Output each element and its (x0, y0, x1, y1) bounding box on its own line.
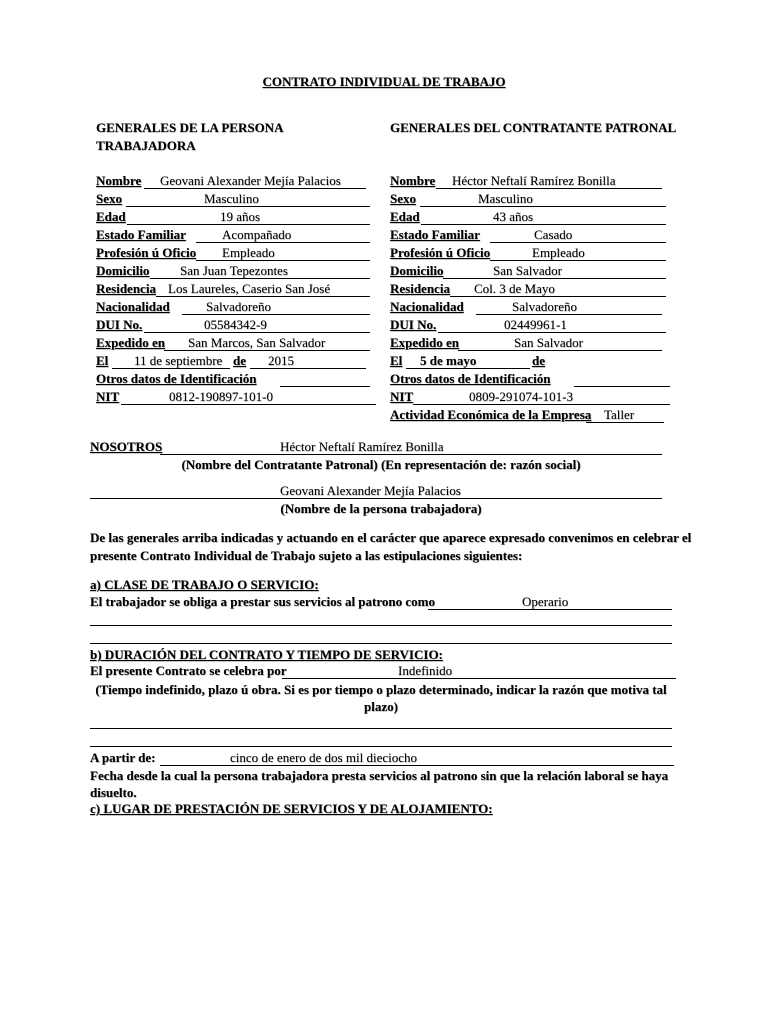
employer-activity-field: Taller (586, 407, 664, 423)
employer-issued-field: San Salvador (458, 335, 662, 351)
employer-sex-label: Sexo (390, 191, 416, 206)
employer-name-caption: (Nombre del Contratante Patronal) (En representación de: razón social) (181, 457, 581, 472)
start-date-description-line-1: Fecha desde la cual la persona trabajadora presta servicios al patrono sin que la relación laboral se haya (90, 768, 669, 783)
employer-nit-field: 0809-291074-101-3 (413, 389, 670, 405)
employer-date-de-label: de (532, 353, 545, 368)
blank-line (90, 728, 672, 729)
contract-duration-field: Indefinido (282, 663, 676, 679)
employer-date-label: El (390, 353, 403, 368)
worker-residence-label: Residencia (96, 281, 156, 296)
document-title: CONTRATO INDIVIDUAL DE TRABAJO (262, 74, 506, 89)
worker-name-label: Nombre (96, 173, 142, 188)
section-b-text: El presente Contrato se celebra por (90, 663, 287, 678)
worker-nationality-label: Nacionalidad (96, 299, 170, 314)
worker-name-field: Geovani Alexander Mejía Palacios (144, 173, 366, 189)
employer-marital-field: Casado (490, 227, 666, 243)
worker-occupation-field: Empleado (196, 245, 370, 261)
worker-dui-field: 05584342-9 (144, 317, 370, 333)
blank-line (90, 625, 672, 626)
employer-age-field: 43 años (421, 209, 666, 225)
worker-nit-label: NIT (96, 389, 120, 404)
employer-other-id-field (574, 371, 670, 387)
worker-dui-label: DUI No. (96, 317, 143, 332)
employer-age-label: Edad (390, 209, 420, 224)
start-date-label: A partir de: (90, 750, 156, 765)
employer-issued-label: Expedido en (390, 335, 459, 350)
worker-date-day-field: 11 de septiembre (112, 353, 230, 369)
employer-domicile-label: Domicilio (390, 263, 444, 278)
section-c-heading: c) LUGAR DE PRESTACIÓN DE SERVICIOS Y DE ALOJAMIENTO: (90, 801, 493, 816)
worker-age-label: Edad (96, 209, 126, 224)
employer-dui-label: DUI No. (390, 317, 437, 332)
worker-date-year-field: 2015 (250, 353, 366, 369)
section-b-heading: b) DURACIÓN DEL CONTRATO Y TIEMPO DE SERVICIO: (90, 647, 443, 662)
employer-section-heading: GENERALES DEL CONTRATANTE PATRONAL (390, 120, 677, 135)
worker-date-de-label: de (233, 353, 246, 368)
employer-occupation-field: Empleado (490, 245, 666, 261)
nosotros-worker-field: Geovani Alexander Mejía Palacios (90, 483, 662, 499)
intro-line-2: presente Contrato Individual de Trabajo sujeto a las estipulaciones siguientes: (90, 548, 523, 563)
intro-line-1: De las generales arriba indicadas y actuando en el carácter que aparece expresado convenimos en celebrar el (90, 530, 692, 545)
employer-nationality-field: Salvadoreño (476, 299, 662, 315)
section-a-text: El trabajador se obliga a prestar sus servicios al patrono como (90, 594, 435, 609)
employer-residence-label: Residencia (390, 281, 450, 296)
start-date-description-line-2: disuelto. (90, 785, 137, 800)
nosotros-employer-field: Héctor Neftalí Ramírez Bonilla (160, 439, 662, 455)
blank-line (90, 643, 672, 644)
worker-sex-field: Masculino (126, 191, 370, 207)
employer-name-label: Nombre (390, 173, 436, 188)
worker-issued-field: San Marcos, San Salvador (164, 335, 370, 351)
worker-date-label: El (96, 353, 109, 368)
worker-name-caption: (Nombre de la persona trabajadora) (280, 501, 482, 516)
employer-sex-field: Masculino (420, 191, 666, 207)
worker-domicile-field: San Juan Tepezontes (150, 263, 370, 279)
worker-sex-label: Sexo (96, 191, 122, 206)
employer-residence-field: Col. 3 de Mayo (450, 281, 666, 297)
worker-nationality-field: Salvadoreño (182, 299, 370, 315)
duration-note-line-2: plazo) (364, 699, 398, 714)
employer-activity-label: Actividad Económica de la Empresa (390, 407, 592, 422)
worker-residence-field: Los Laureles, Caserio San José (156, 281, 370, 297)
employer-date-day-field: 5 de mayo (406, 353, 530, 369)
employer-other-id-label: Otros datos de Identificación (390, 371, 551, 386)
worker-domicile-label: Domicilio (96, 263, 150, 278)
nosotros-label: NOSOTROS (90, 439, 163, 454)
worker-marital-field: Acompañado (196, 227, 370, 243)
worker-other-id-field (280, 371, 370, 387)
employer-name-field: Héctor Neftalí Ramírez Bonilla (436, 173, 662, 189)
worker-occupation-label: Profesión ú Oficio (96, 245, 197, 260)
start-date-field: cinco de enero de dos mil dieciocho (160, 750, 674, 766)
duration-note-line-1: (Tiempo indefinido, plazo ú obra. Si es por tiempo o plazo determinado, indicar la razón que motiva tal (95, 682, 667, 697)
section-a-heading: a) CLASE DE TRABAJO O SERVICIO: (90, 577, 319, 592)
employer-occupation-label: Profesión ú Oficio (390, 245, 491, 260)
blank-line (90, 746, 672, 747)
employer-marital-label: Estado Familiar (390, 227, 480, 242)
employer-domicile-field: San Salvador (443, 263, 666, 279)
worker-section-heading-line2: TRABAJADORA (96, 138, 196, 153)
worker-marital-label: Estado Familiar (96, 227, 186, 242)
employer-dui-field: 02449961-1 (438, 317, 666, 333)
employer-nit-label: NIT (390, 389, 414, 404)
worker-issued-label: Expedido en (96, 335, 165, 350)
worker-other-id-label: Otros datos de Identificación (96, 371, 257, 386)
worker-section-heading-line1: GENERALES DE LA PERSONA (96, 120, 284, 135)
worker-nit-field: 0812-190897-101-0 (121, 389, 376, 405)
employer-nationality-label: Nacionalidad (390, 299, 464, 314)
worker-age-field: 19 años (127, 209, 370, 225)
job-title-field: Operario (428, 594, 672, 610)
